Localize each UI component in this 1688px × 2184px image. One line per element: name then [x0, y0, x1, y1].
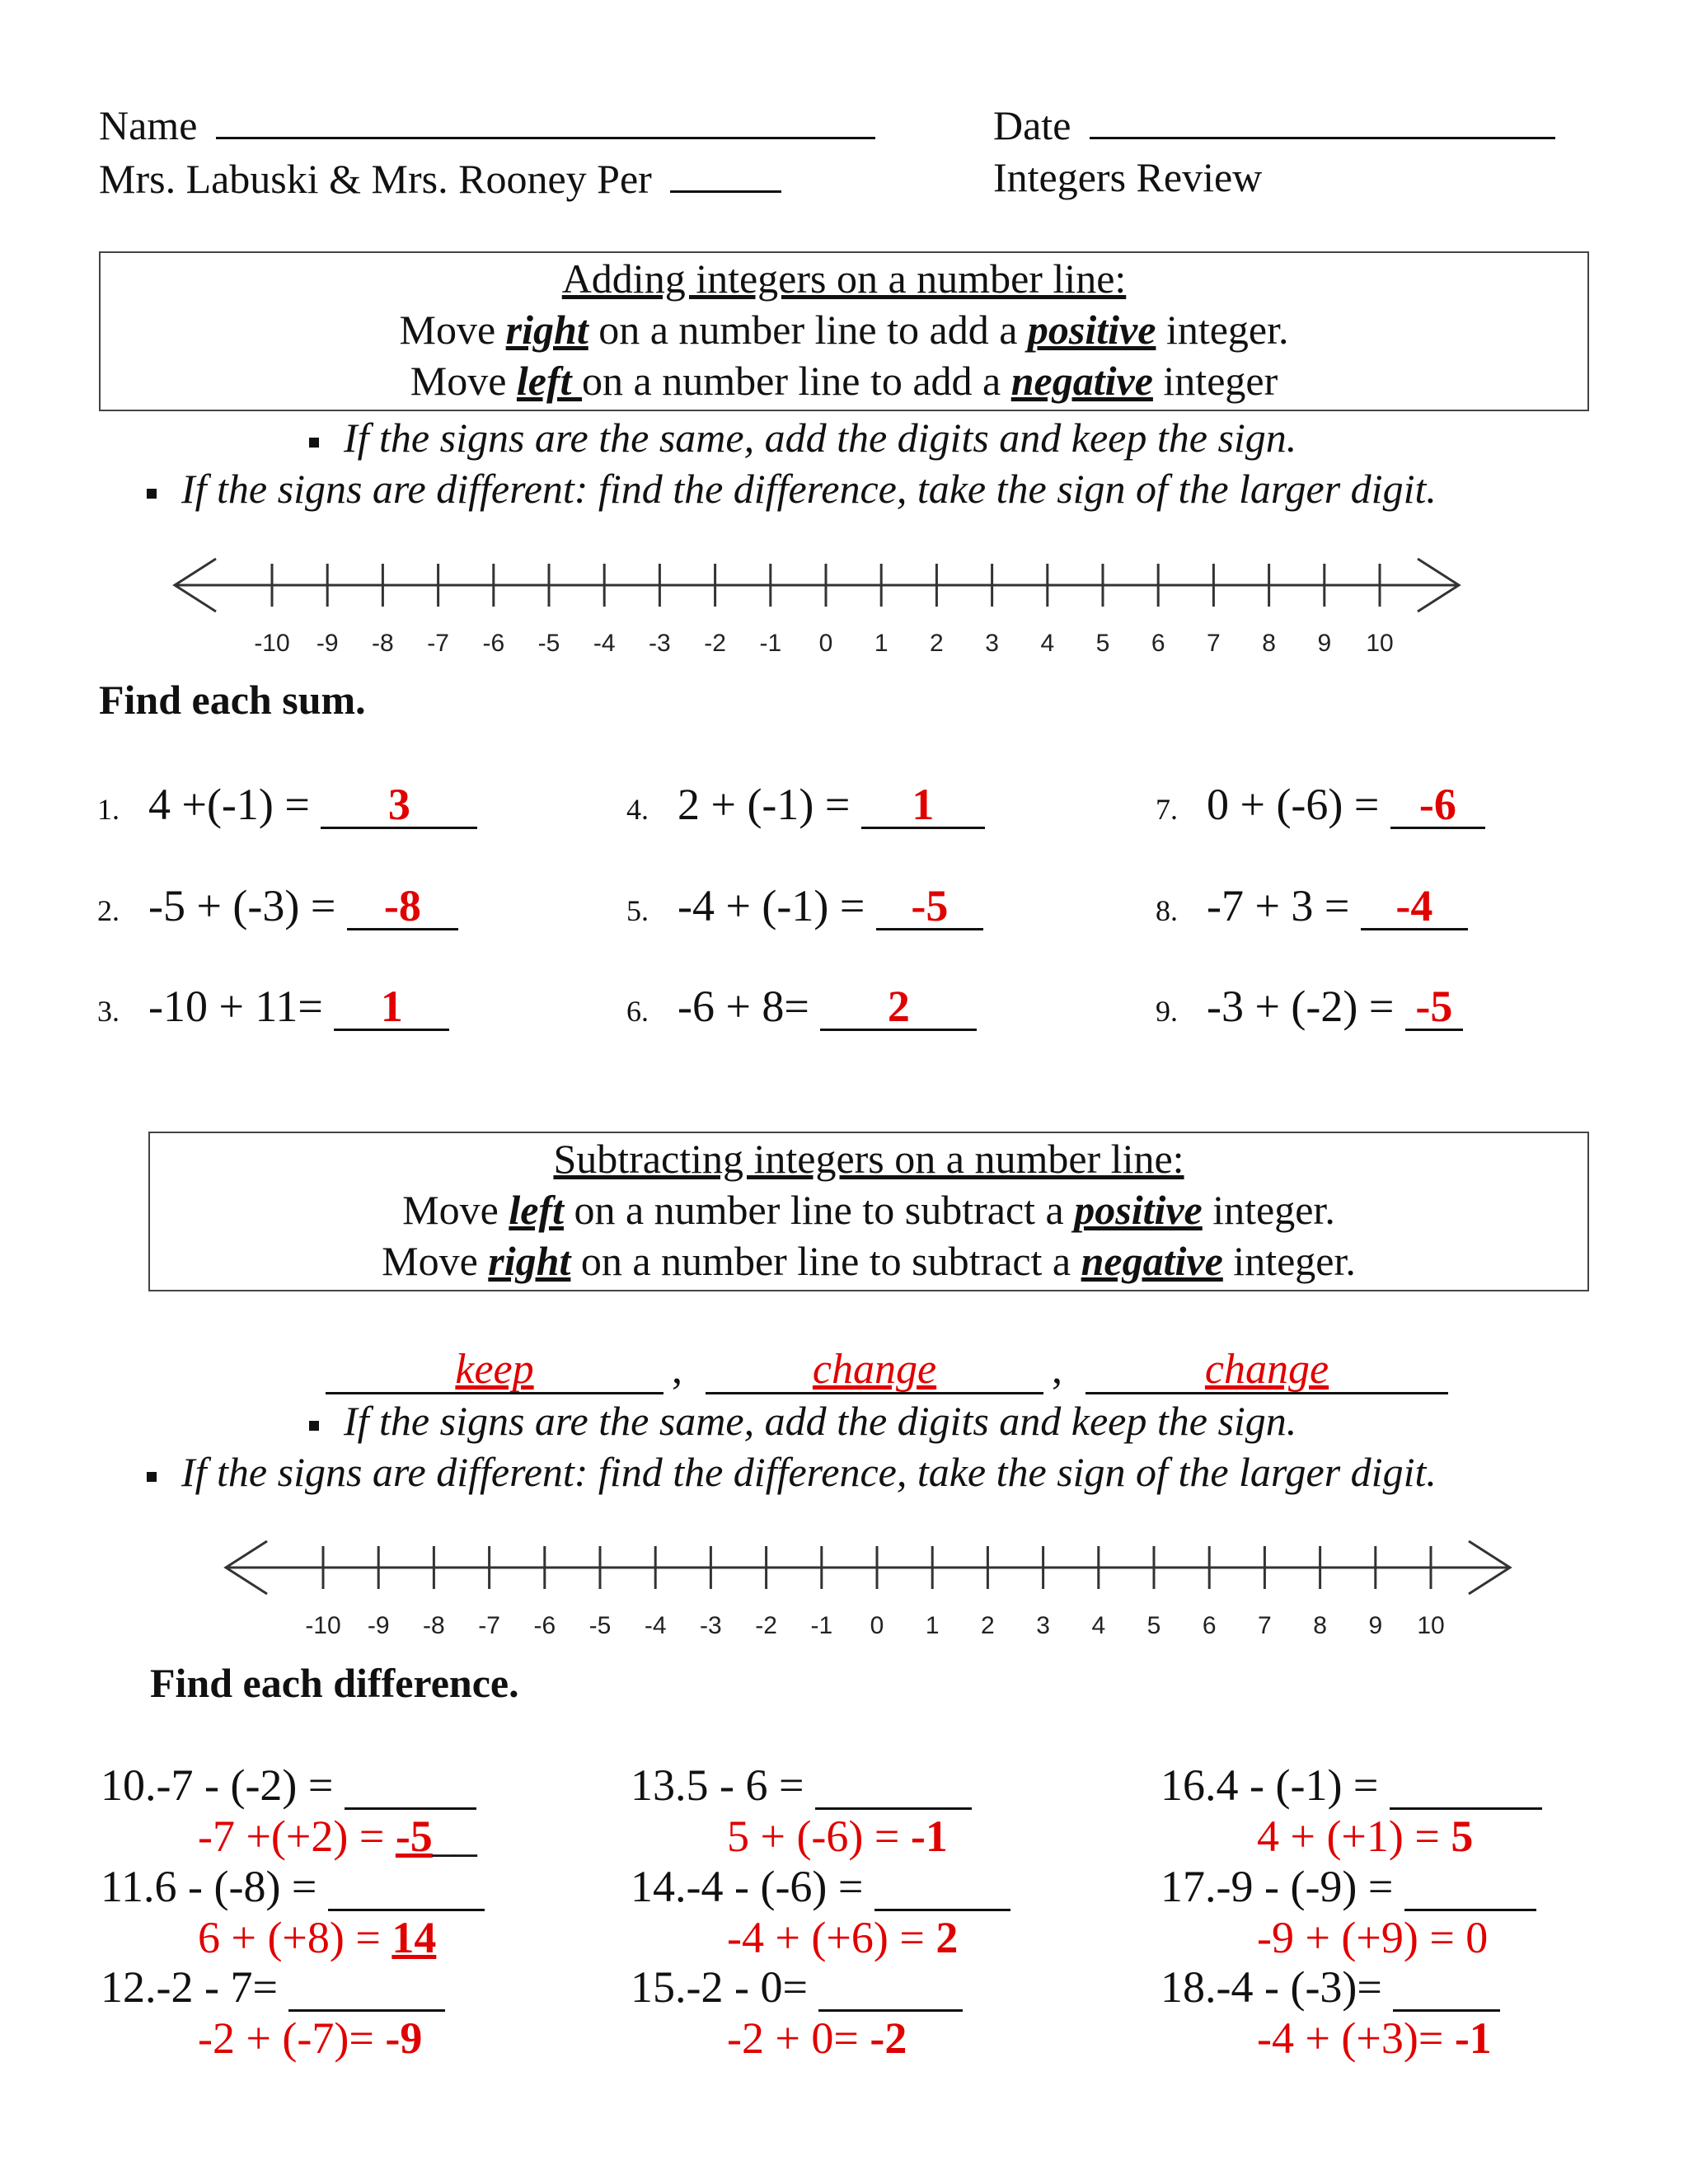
difference-problem	[631, 1760, 972, 1811]
tick-label: -3	[700, 1612, 722, 1639]
difference-problem	[631, 1961, 963, 2013]
difference-problem	[101, 1961, 445, 2013]
tick-label: 4	[1040, 630, 1055, 657]
answer-blank[interactable]	[1390, 1763, 1542, 1810]
problem-expression: 12.-2 - 7=	[101, 1962, 289, 2012]
name-label: Name	[99, 102, 198, 148]
problem-expression: 0 + (-6) =	[1207, 780, 1390, 829]
worked-solution	[727, 1912, 958, 1963]
answer-blank[interactable]: -4	[1361, 883, 1468, 930]
tick-label: 3	[1036, 1612, 1050, 1639]
tick-label: -4	[644, 1612, 667, 1639]
solution-steps: -7 +(+2) =	[198, 1811, 396, 1861]
adding-rule-right: Move right on a number line to add a positive integer.	[399, 307, 1289, 353]
tick-label: 0	[870, 1612, 884, 1639]
keep-change-change: keep , change , change	[326, 1345, 1448, 1394]
problem-expression: -4 + (-1) =	[678, 881, 876, 930]
tick-label: 9	[1368, 1612, 1383, 1639]
solution-steps: -2 + 0=	[727, 2013, 870, 2063]
sum-problem	[1156, 981, 1463, 1032]
tick-label: 7	[1207, 630, 1221, 657]
sum-problem	[626, 981, 977, 1032]
worked-solution	[1257, 2013, 1492, 2064]
tick-label: -9	[367, 1612, 390, 1639]
change-blank-1[interactable]: change	[706, 1347, 1043, 1394]
sum-problem	[97, 779, 477, 830]
tick-label: -7	[478, 1612, 500, 1639]
solution-steps: 4 + (+1) =	[1257, 1811, 1451, 1861]
tick-label: 10	[1366, 630, 1394, 657]
tick-label: -6	[533, 1612, 556, 1639]
answer-blank[interactable]	[815, 1763, 972, 1810]
tick-label: 2	[981, 1612, 995, 1639]
find-difference-heading: Find each difference.	[150, 1660, 519, 1706]
answer-blank[interactable]: -6	[1390, 782, 1485, 829]
difference-problem	[631, 1861, 1010, 1912]
tick-label: 1	[874, 630, 889, 657]
tick-label: 6	[1151, 630, 1165, 657]
solution-answer: -1	[910, 1811, 948, 1861]
worked-solution	[1257, 1912, 1488, 1963]
worksheet-title: Integers Review	[993, 154, 1263, 200]
solution-answer: -9	[385, 2013, 423, 2063]
tick-label: 5	[1095, 630, 1110, 657]
tick-label: 3	[985, 630, 999, 657]
problem-expression: -5 + (-3) =	[148, 881, 347, 930]
rule-same-signs-1: If the signs are the same, add the digits and keep the sign.	[309, 414, 1296, 462]
tick-label: 4	[1091, 1612, 1106, 1639]
answer-blank[interactable]	[328, 1864, 485, 1911]
tick-label: -7	[427, 630, 449, 657]
solution-answer: 5	[1451, 1811, 1474, 1861]
date-field	[993, 99, 1555, 150]
subtracting-box-title: Subtracting integers on a number line:	[553, 1136, 1184, 1182]
sum-problem	[1156, 779, 1485, 830]
sum-problem	[97, 981, 449, 1032]
subtracting-rules-box	[148, 1132, 1589, 1291]
number-line-adding	[165, 544, 1484, 659]
tick-label: -3	[649, 630, 671, 657]
tick-label: -6	[482, 630, 505, 657]
problem-expression: 2 + (-1) =	[678, 780, 861, 829]
tick-label: 10	[1417, 1612, 1445, 1639]
difference-problem	[101, 1760, 476, 1811]
worked-solution	[1257, 1811, 1473, 1862]
rule-different-signs-2: If the signs are different: find the difference, take the sign of the larger digit.	[147, 1448, 1437, 1496]
tick-label: -9	[316, 630, 339, 657]
answer-blank[interactable]: 3	[321, 782, 477, 829]
problem-expression: 13.5 - 6 =	[631, 1760, 815, 1810]
trailing-blank: __	[432, 1811, 477, 1861]
adding-rules-box	[99, 251, 1589, 411]
date-blank[interactable]	[1090, 99, 1555, 139]
worked-solution	[198, 1912, 436, 1963]
teachers-label: Mrs. Labuski & Mrs. Rooney Per	[99, 156, 652, 202]
number-line-subtracting	[216, 1526, 1535, 1642]
problem-expression: 11.6 - (-8) =	[101, 1862, 328, 1911]
solution-answer: -5	[395, 1811, 433, 1861]
tick-label: 9	[1317, 630, 1332, 657]
problem-expression: 4 +(-1) =	[148, 780, 321, 829]
problem-number: 9.	[1156, 995, 1178, 1028]
worked-solution	[727, 1811, 948, 1862]
problem-expression: 15.-2 - 0=	[631, 1962, 819, 2012]
solution-answer: -2	[870, 2013, 907, 2063]
tick-label: 8	[1313, 1612, 1327, 1639]
problem-number: 8.	[1156, 894, 1178, 927]
problem-number: 6.	[626, 995, 649, 1028]
solution-answer: 14	[392, 1913, 437, 1962]
worked-solution	[727, 2013, 907, 2064]
answer-blank[interactable]: -8	[347, 883, 458, 930]
date-label: Date	[993, 102, 1071, 148]
subtracting-rule-left: Move left on a number line to subtract a positive integer.	[402, 1187, 1335, 1233]
problem-number: 3.	[97, 995, 120, 1028]
difference-problem	[1160, 1861, 1536, 1912]
tick-label: -4	[593, 630, 616, 657]
answer-blank[interactable]: 1	[861, 782, 985, 829]
tick-label: -2	[704, 630, 726, 657]
tick-label: -5	[588, 1612, 612, 1639]
sum-problem	[97, 880, 458, 931]
tick-label: -10	[254, 630, 290, 657]
problem-expression: -3 + (-2) =	[1207, 982, 1405, 1031]
subtracting-rule-right: Move right on a number line to subtract a negative integer.	[382, 1238, 1356, 1284]
rule-same-signs-2: If the signs are the same, add the digits and keep the sign.	[309, 1397, 1296, 1445]
tick-label: -2	[755, 1612, 777, 1639]
tick-label: -5	[537, 630, 560, 657]
period-blank[interactable]	[670, 152, 781, 193]
tick-label: -1	[810, 1612, 833, 1639]
name-field	[99, 99, 875, 150]
sum-problem	[626, 779, 985, 830]
difference-problem	[1160, 1760, 1542, 1811]
sum-problem	[626, 880, 983, 931]
problem-expression: 14.-4 - (-6) =	[631, 1862, 874, 1911]
tick-label: 0	[818, 630, 833, 657]
sum-problem	[1156, 880, 1468, 931]
adding-rule-left: Move left on a number line to add a negative integer	[410, 358, 1278, 404]
tick-label: -8	[423, 1612, 445, 1639]
problem-number: 7.	[1156, 793, 1178, 826]
rule-different-signs-1: If the signs are different: find the difference, take the sign of the larger digit.	[147, 465, 1437, 513]
difference-problem	[101, 1861, 485, 1912]
problem-expression: -7 + 3 =	[1207, 881, 1361, 930]
answer-blank[interactable]: -5	[1405, 984, 1463, 1031]
solution-steps: 6 + (+8) =	[198, 1913, 392, 1962]
tick-label: 7	[1258, 1612, 1272, 1639]
worked-solution	[198, 1811, 477, 1862]
tick-label: -8	[372, 630, 394, 657]
answer-blank[interactable]	[288, 1965, 445, 2012]
answer-blank[interactable]	[874, 1864, 1010, 1911]
problem-expression: -10 + 11=	[148, 982, 335, 1031]
problem-expression: 10.-7 - (-2) =	[101, 1760, 345, 1810]
tick-label: 8	[1262, 630, 1276, 657]
tick-label: 2	[930, 630, 944, 657]
problem-expression: 18.-4 - (-3)=	[1160, 1962, 1394, 2012]
solution-answer: -1	[1454, 2013, 1492, 2063]
answer-blank[interactable]	[818, 1965, 963, 2012]
solution-steps: -9 + (+9) = 0	[1257, 1913, 1489, 1962]
solution-steps: 5 + (-6) =	[727, 1811, 911, 1861]
problem-number: 5.	[626, 894, 649, 927]
tick-label: 5	[1146, 1612, 1161, 1639]
teachers-line	[99, 152, 781, 204]
solution-steps: -4 + (+3)=	[1257, 2013, 1455, 2063]
answer-blank[interactable]: 2	[820, 984, 977, 1031]
solution-steps: -4 + (+6) =	[727, 1913, 936, 1962]
tick-label: -1	[759, 630, 782, 657]
answer-blank[interactable]: -5	[876, 883, 983, 930]
answer-blank[interactable]	[1393, 1965, 1500, 2012]
answer-blank[interactable]	[345, 1763, 476, 1810]
adding-box-title: Adding integers on a number line:	[561, 255, 1127, 302]
worked-solution	[198, 2013, 422, 2064]
tick-label: -10	[305, 1612, 341, 1639]
answer-blank[interactable]: 1	[334, 984, 449, 1031]
solution-answer: 2	[935, 1913, 959, 1962]
tick-label: 6	[1202, 1612, 1217, 1639]
problem-number: 1.	[97, 793, 120, 826]
problem-expression: 17.-9 - (-9) =	[1160, 1862, 1404, 1911]
change-blank-2[interactable]: change	[1085, 1347, 1448, 1394]
solution-steps: -2 + (-7)=	[198, 2013, 386, 2063]
problem-number: 4.	[626, 793, 649, 826]
problem-expression: -6 + 8=	[678, 982, 821, 1031]
answer-blank[interactable]	[1404, 1864, 1536, 1911]
tick-label: 1	[925, 1612, 940, 1639]
difference-problem	[1160, 1961, 1500, 2013]
find-sum-heading: Find each sum.	[99, 677, 366, 723]
name-blank[interactable]	[216, 99, 875, 139]
problem-expression: 16.4 - (-1) =	[1160, 1760, 1390, 1810]
problem-number: 2.	[97, 894, 120, 927]
keep-blank[interactable]: keep	[326, 1347, 663, 1394]
